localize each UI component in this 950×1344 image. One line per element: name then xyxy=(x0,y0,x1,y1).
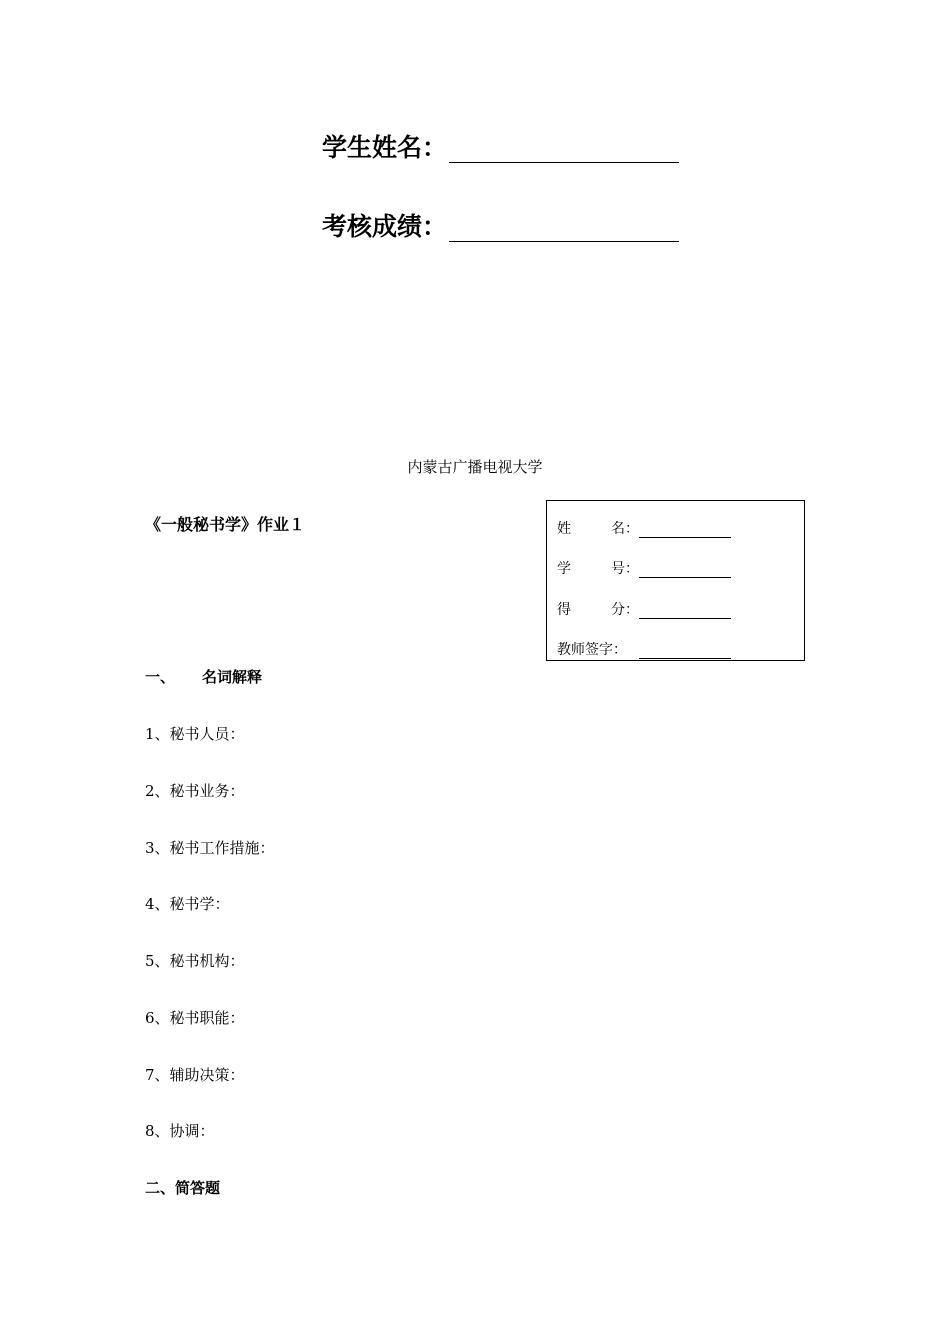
term-item: 6、秘书职能： xyxy=(145,1009,245,1027)
section-number: 一、 xyxy=(145,668,176,686)
info-label-score: 得 分： xyxy=(557,602,639,618)
student-info-box xyxy=(546,500,805,661)
student-name-label: 学生姓名： xyxy=(322,133,448,162)
section-heading-terms xyxy=(145,667,262,687)
info-blank-score[interactable] xyxy=(639,602,731,619)
info-row-id xyxy=(557,560,731,578)
term-item: 7、辅助决策： xyxy=(145,1066,245,1084)
university-name: 内蒙古广播电视大学 xyxy=(407,458,543,476)
info-blank-teacher[interactable] xyxy=(639,642,731,659)
course-title: 《一般秘书学》作业１ xyxy=(145,515,306,534)
score-blank[interactable] xyxy=(449,215,679,242)
score-field xyxy=(322,212,679,242)
term-item: 2、秘书业务： xyxy=(145,782,245,800)
term-item: 4、秘书学： xyxy=(145,895,230,913)
term-item: 1、秘书人员： xyxy=(145,725,245,743)
section-title: 名词解释 xyxy=(202,668,263,686)
info-label-id: 学 号： xyxy=(557,561,639,577)
student-name-blank[interactable] xyxy=(449,136,679,163)
info-blank-name[interactable] xyxy=(639,521,731,538)
info-label-teacher: 教师签字： xyxy=(557,642,627,658)
info-label-name: 姓 名： xyxy=(557,521,639,537)
info-row-teacher xyxy=(557,641,731,659)
term-item: 5、秘书机构： xyxy=(145,952,245,970)
info-row-score xyxy=(557,601,731,619)
info-blank-id[interactable] xyxy=(639,561,731,578)
term-item: 3、秘书工作措施： xyxy=(145,839,275,857)
info-row-name xyxy=(557,520,731,538)
section-heading-short-answer: 二、简答题 xyxy=(145,1179,221,1197)
student-name-field xyxy=(322,133,679,163)
score-label: 考核成绩： xyxy=(322,212,448,241)
term-item: 8、协调： xyxy=(145,1122,215,1140)
